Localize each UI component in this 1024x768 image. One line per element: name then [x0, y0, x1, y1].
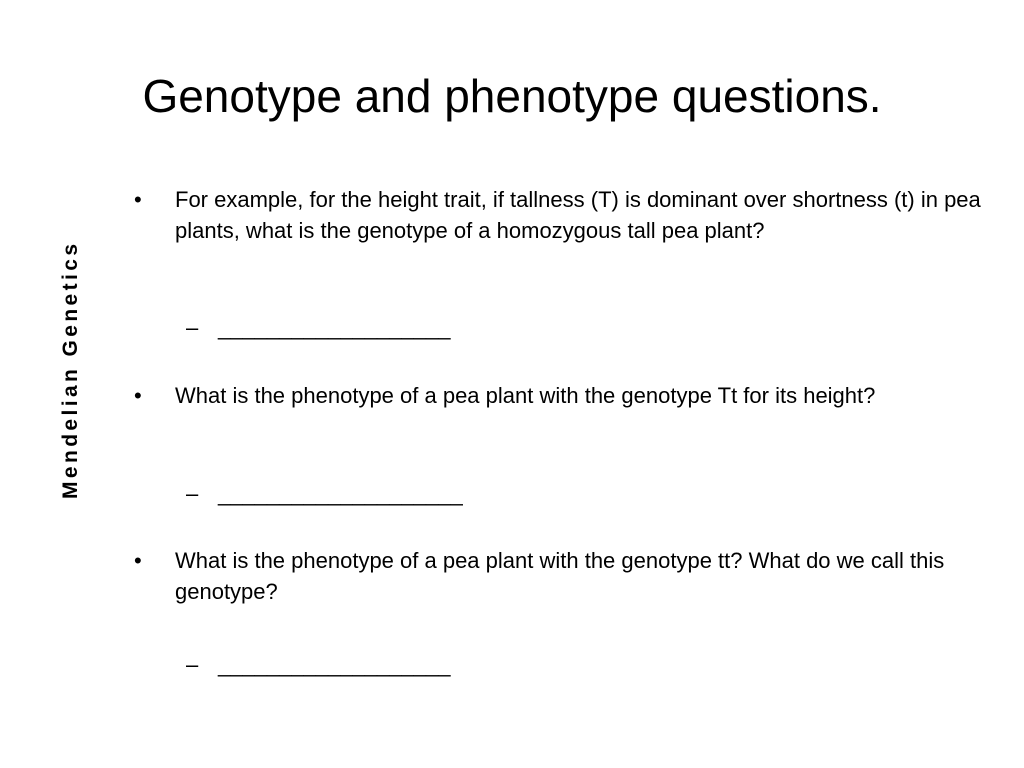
question-2-text: What is the phenotype of a pea plant with the genotype Tt for its height? [175, 383, 876, 408]
question-2 [130, 380, 995, 411]
answer-1 [130, 312, 1024, 343]
side-label: Mendelian Genetics [59, 240, 82, 499]
answer-1-blank: ___________________ [218, 315, 451, 340]
bullet-marker: • [134, 383, 142, 408]
dash-marker: – [186, 652, 199, 677]
answer-3-blank: ___________________ [218, 652, 451, 677]
answer-3 [130, 649, 1024, 680]
bullet-marker: • [134, 187, 142, 212]
question-1 [130, 184, 995, 246]
slide-title: Genotype and phenotype questions. [142, 70, 882, 122]
bullet-marker: • [134, 548, 142, 573]
question-1-text: For example, for the height trait, if tallness (T) is dominant over shortness (t) in pea plants, what is the genotype of a homozygous tall pea plant? [175, 187, 981, 243]
dash-marker: – [186, 315, 199, 340]
question-3-text: What is the phenotype of a pea plant with the genotype tt? What do we call this genotype? [175, 548, 945, 604]
answer-2-blank: ____________________ [218, 481, 463, 506]
question-3 [130, 545, 995, 607]
dash-marker: – [186, 481, 199, 506]
answer-2 [130, 478, 1024, 509]
